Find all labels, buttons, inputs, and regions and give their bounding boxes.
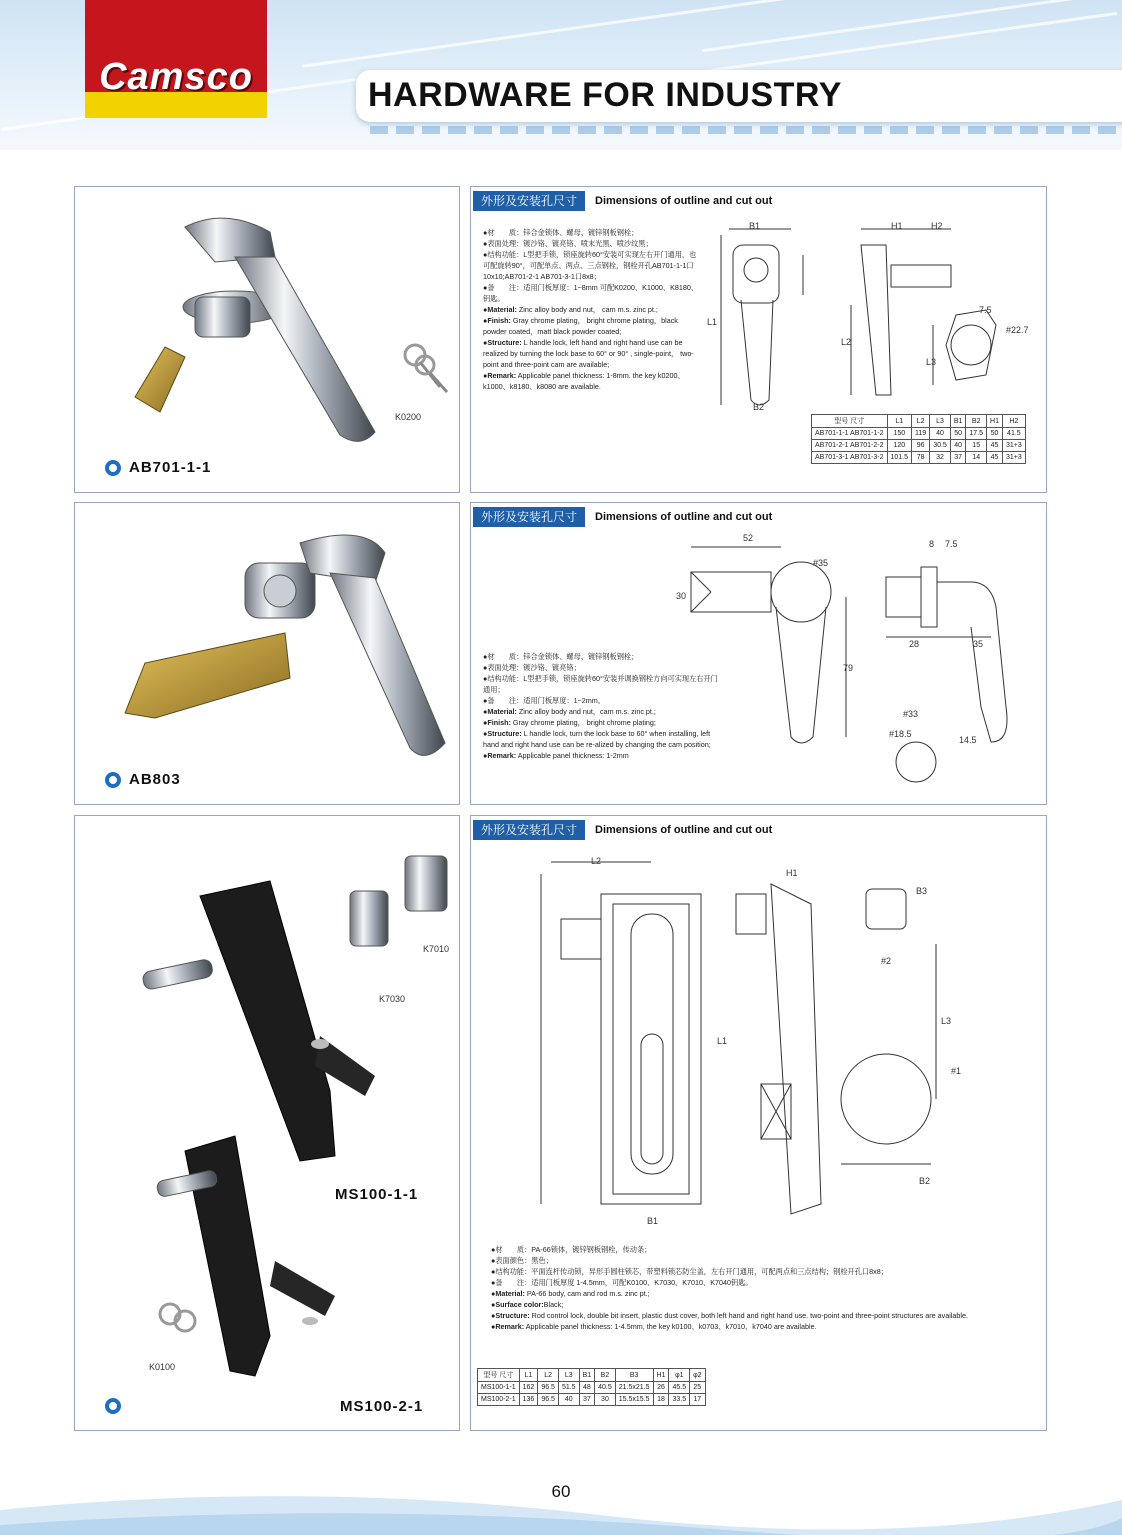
model-name: MS100-2-1	[340, 1398, 424, 1415]
spec-en-line: ●Remark: Applicable panel thickness: 1-2mm	[483, 751, 629, 760]
drawing-label: L2	[591, 856, 602, 866]
spec-panel-ab803	[470, 502, 1047, 805]
table-row: AB701-1-1 AB701-1-2 150 119 40 50 17.5 50 41.5	[812, 428, 1026, 440]
spec-cn-line: ●备 注：适用门板厚度 1-4.5mm，可配K0100、K7030、K7010、K7040钥匙。	[491, 1278, 753, 1287]
model-marker-icon	[105, 1398, 121, 1414]
accessory-label-k7010: K7010	[423, 944, 450, 954]
model-name: MS100-1-1	[335, 1186, 419, 1203]
model-label-ab803	[105, 771, 181, 788]
table-row: AB701-2-1 AB701-2-2 120 96 30.5 40 15 45 31+3	[812, 440, 1026, 452]
spec-en-line: ●Finish: Gray chrome plating， bright chrome plating，black powder coated，matt black powder coated;	[483, 316, 678, 336]
accessory-label-k0100: K0100	[149, 1362, 176, 1372]
drawing-label: H2	[931, 221, 943, 231]
dimensions-header	[473, 507, 772, 527]
drawing-label: H1	[786, 868, 798, 878]
page-title: HARDWARE FOR INDUSTRY	[368, 76, 842, 114]
spec-en-line: ●Material: Zinc alloy body and nut， cam m.s. zinc pt.;	[483, 305, 658, 314]
drawing-label: L3	[926, 357, 937, 367]
model-marker-icon	[105, 772, 121, 788]
accessory-label-k7030: K7030	[379, 994, 406, 1004]
dimensions-header	[473, 191, 772, 211]
model-marker	[105, 1398, 121, 1414]
spec-table-ms100	[477, 1368, 706, 1406]
drawing-label: 52	[743, 533, 754, 543]
model-label-ms100-2-1	[340, 1398, 423, 1415]
spec-en-line: ●Remark: Applicable panel thickness: 1-8mm. the key k0200、k1000、k8180、k8080 are available.	[483, 371, 685, 391]
spec-en-line: ●Finish: Gray chrome plating， bright chrome plating;	[483, 718, 656, 727]
dimensions-header	[473, 820, 772, 840]
spec-text-ms100	[491, 1244, 991, 1332]
model-name: AB803	[129, 771, 181, 788]
dimensions-title-cn: 外形及安装孔尺寸	[473, 820, 585, 840]
drawing-label: B3	[916, 886, 928, 896]
drawing-label: 14.5	[959, 735, 977, 745]
spec-cn-line: ●材 质：PA-66锁体，镀锌钢板钢栓，传动条；	[491, 1245, 652, 1254]
table-header-row: 型号 尺寸 L1 L2 L3 B1 B2 H1 H2	[812, 415, 1026, 428]
spec-en-line: ●Structure: L handle lock, turn the lock base to 60° when installing, left hand and right hand use can be re-alized by changing the cam position;	[483, 729, 711, 749]
product-panel-ab701	[74, 186, 460, 493]
spec-cn-line: ●材 质：锌合金锁体、螺母、镀锌钢板钢栓；	[483, 228, 639, 237]
table-row: MS100-2-1 136 96.5 40 37 30 15.5x15.5 18 33.5 17	[478, 1394, 706, 1406]
brand-logo	[85, 0, 267, 118]
spec-en-line: ●Surface color:Black;	[491, 1300, 564, 1309]
dimensions-title-en: Dimensions of outline and cut out	[595, 511, 773, 523]
table-row: MS100-1-1 162 96.5 51.5 48 40.5 21.5x21.5 26 45.5 25	[478, 1382, 706, 1394]
model-name: AB701-1-1	[129, 459, 212, 476]
drawing-label: 79	[843, 663, 854, 673]
spec-cn-line: ●表面处理：镀沙铬、镀亮铬；	[483, 663, 581, 672]
spec-cn-line: ●备 注：适用门板厚度：1~8mm 可配K0200、K1000、K8180、钥匙。	[483, 283, 699, 303]
drawing-label: 30	[676, 591, 687, 601]
drawing-label: #33	[903, 709, 919, 719]
ab803-product-photo	[75, 503, 459, 803]
page-number: 60	[551, 1482, 571, 1501]
product-panel-ab803	[74, 502, 460, 805]
spec-en-line: ●Structure: Rod control lock, double bit insert, plastic dust cover, both left hand and right hand use. two-point and three-point structures are available.	[491, 1311, 968, 1320]
model-marker-icon	[105, 460, 121, 476]
drawing-label: #2	[881, 956, 892, 966]
ms100-product-photo	[75, 816, 459, 1426]
spec-cn-line: ●结构功能：L型把手锁，锁座旋转60°安装并调换钢栓方向可实现左右开门通用；	[483, 674, 718, 694]
drawing-label: B1	[647, 1216, 659, 1226]
dimensions-title-en: Dimensions of outline and cut out	[595, 195, 773, 207]
footer-swoosh	[0, 1470, 1122, 1535]
title-bar	[356, 70, 1122, 122]
drawing-label: 7.5	[945, 539, 958, 549]
dimensions-title-en: Dimensions of outline and cut out	[595, 824, 773, 836]
spec-cn-line: ●备 注：适用门板厚度：1~2mm。	[483, 696, 605, 705]
drawing-label: #1	[951, 1066, 962, 1076]
logo-text: Camsco	[99, 56, 253, 98]
spec-cn-line: ●材 质：锌合金锁体、螺母、镀锌钢板钢栓；	[483, 652, 639, 661]
drawing-label: 8	[929, 539, 935, 549]
drawing-label: B1	[749, 221, 761, 231]
spec-en-line: ●Material: PA-66 body, cam and rod m.s. zinc pt.;	[491, 1289, 650, 1298]
dimensions-title-cn: 外形及安装孔尺寸	[473, 191, 585, 211]
table-header-row: 型号 尺寸 L1 L2 L3 B1 B2 B3 H1 φ1 φ2	[478, 1369, 706, 1382]
drawing-label: L2	[841, 337, 852, 347]
dimensions-title-cn: 外形及安装孔尺寸	[473, 507, 585, 527]
model-label-ab701	[105, 459, 211, 476]
drawing-label: L1	[717, 1036, 728, 1046]
accessory-label-k0200: K0200	[395, 412, 422, 422]
ms100-technical-drawing	[531, 844, 971, 1244]
drawing-label: #18.5	[889, 729, 912, 739]
table-row: AB701-3-1 AB701-3-2 101.5 78 32 37 14 45 31+3	[812, 452, 1026, 464]
drawing-label: H1	[891, 221, 903, 231]
drawing-label: #35	[813, 558, 829, 568]
spec-en-line: ●Structure: L handle lock, left hand and right hand use can be realized by turning the lock base to 60° or 90° , single-point， two-point and three-point cam are available;	[483, 338, 694, 369]
product-panel-ms100	[74, 815, 460, 1431]
spec-en-line: ●Remark: Applicable panel thickness: 1-4.5mm, the key k0100、k0703、k7010、k7040 are available.	[491, 1322, 817, 1331]
drawing-label: 35	[973, 639, 984, 649]
spec-cn-line: ●结构功能：平面连杆传动锁，异形手圆柱锁芯，带塑料锁芯防尘盖，左右开门通用，可配两点和三点结构；钢栓开孔口8x8；	[491, 1267, 888, 1276]
drawing-label: B2	[753, 402, 765, 412]
spec-table-ab701	[811, 414, 1026, 464]
ab701-product-photo	[75, 187, 459, 487]
drawing-label: #22.7	[1006, 325, 1029, 335]
spec-panel-ms100	[470, 815, 1047, 1431]
drawing-label: 7.5	[979, 305, 992, 315]
spec-panel-ab701	[470, 186, 1047, 493]
spec-text-ab803	[483, 651, 723, 761]
drawing-label: L3	[941, 1016, 952, 1026]
drawing-label: L1	[707, 317, 718, 327]
spec-text-ab701	[483, 227, 703, 392]
spec-cn-line: ●表面颜色：黑色；	[491, 1256, 553, 1265]
drawing-label: 28	[909, 639, 920, 649]
spec-cn-line: ●结构功能：L型把手锁，锁座旋转60°安装可实现左右开门通用，也可配旋转90°，可配单点、两点、三点钢栓，钢栓开孔AB701-1-1口10x10;AB701-2-1 AB701-3-1口8x8；	[483, 250, 697, 281]
spec-en-line: ●Material: Zinc alloy body and nut，cam m.s. zinc pt.;	[483, 707, 656, 716]
model-label-ms100-1-1	[335, 1186, 418, 1203]
spec-cn-line: ●表面处理：镀沙铬、镀亮铬、喷末光黑、喷沙纹黑；	[483, 239, 653, 248]
drawing-label: B2	[919, 1176, 931, 1186]
